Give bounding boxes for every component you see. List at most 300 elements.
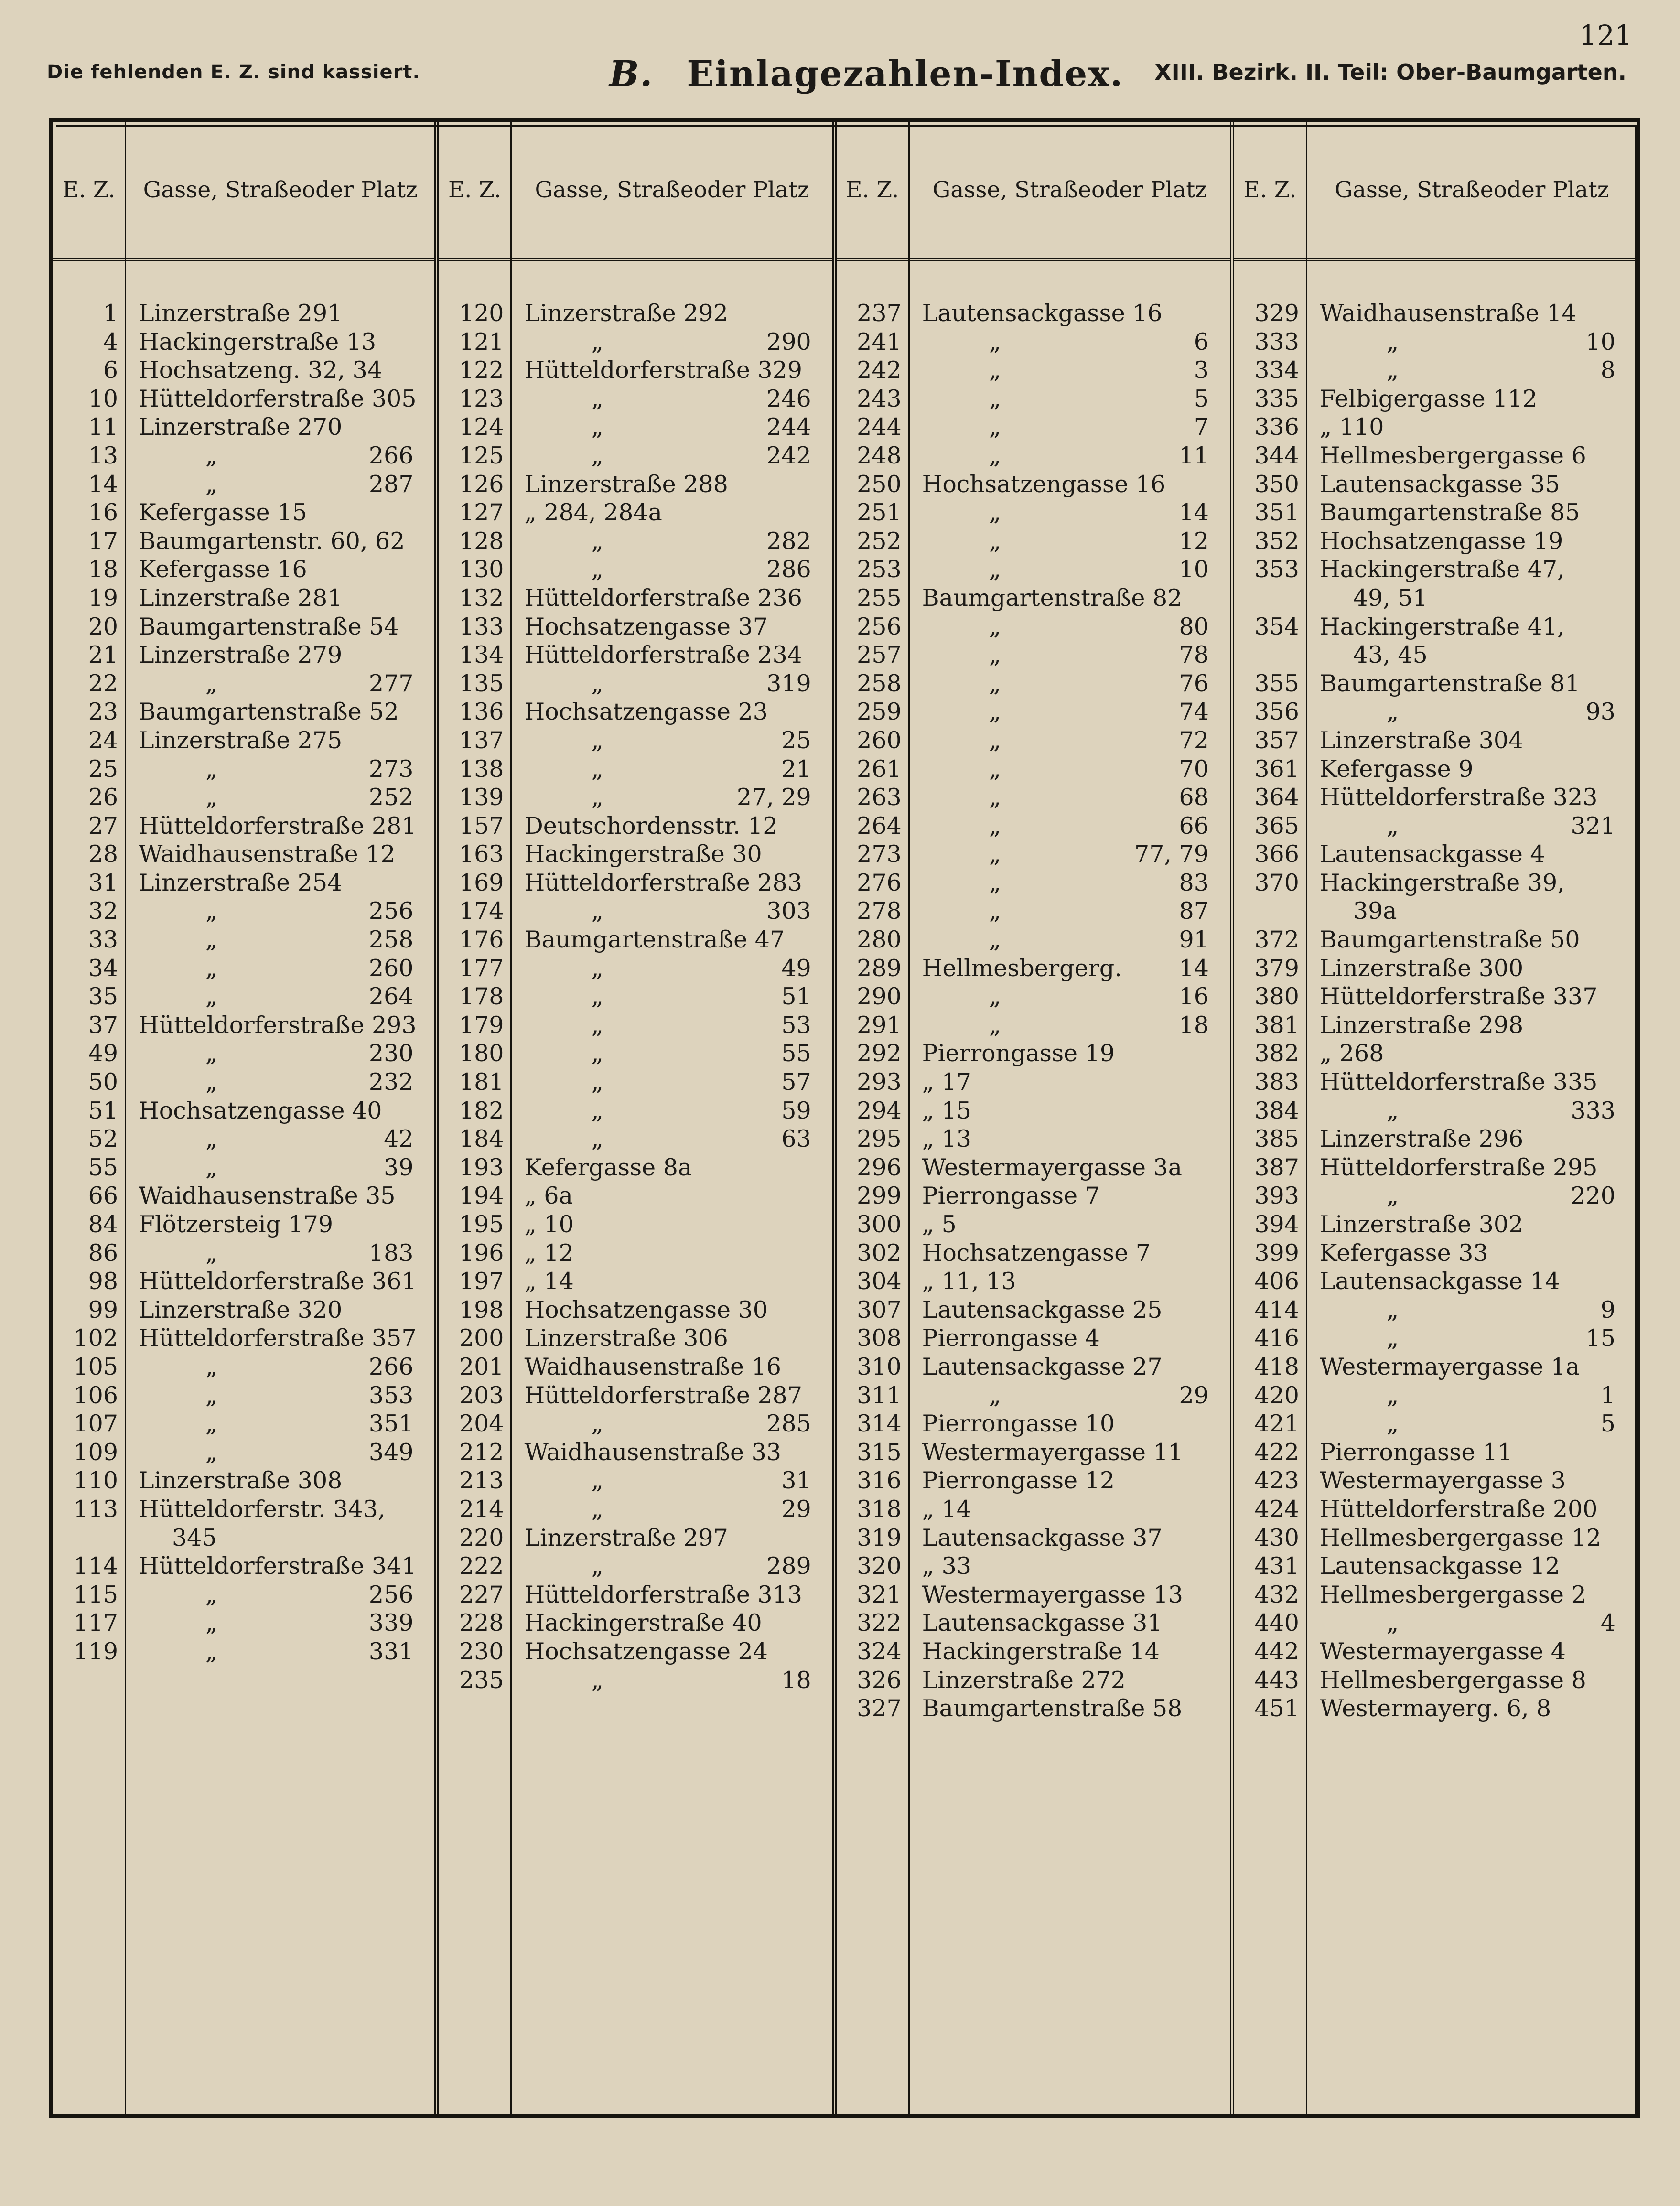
ez-number: 300: [857, 1211, 902, 1238]
street-entry: [512, 783, 832, 812]
street-name: Hütteldorferstraße 287: [524, 1381, 802, 1409]
street-name: Waidhausenstraße 12: [139, 840, 396, 868]
street-entry: [910, 385, 1230, 413]
street-entry: [512, 897, 832, 925]
street-header-line2: oder Platz: [1493, 177, 1609, 203]
house-number: 18: [781, 1666, 811, 1694]
ez-number: 66: [88, 1182, 118, 1210]
street-name: „: [989, 328, 1002, 355]
ez-number: 32: [88, 897, 118, 925]
ez-number: 55: [88, 1153, 118, 1181]
ez-number: 182: [459, 1097, 504, 1124]
street-name: Hochsatzengasse 19: [1319, 527, 1563, 555]
street-name: „: [205, 441, 218, 469]
house-number: 256: [368, 1581, 414, 1608]
ez-number: 136: [459, 698, 504, 726]
street-entry: [126, 1410, 434, 1438]
street-entry: [1307, 840, 1637, 869]
street-name: „: [205, 1239, 218, 1267]
street-name: „ 17: [922, 1068, 971, 1096]
ez-number: 442: [1254, 1637, 1299, 1665]
street-entry: [910, 1581, 1230, 1609]
street-entry: [910, 755, 1230, 784]
street-entry: [512, 1011, 832, 1040]
street-name: Baumgartenstraße 85: [1319, 499, 1580, 527]
street-name: „: [591, 1666, 603, 1694]
ez-number: 20: [88, 613, 118, 640]
street-name: „: [205, 1438, 218, 1466]
street-name: „: [591, 527, 603, 555]
street-entry: [910, 1666, 1230, 1695]
street-entry: [910, 840, 1230, 869]
district-header: XIII. Bezirk. II. Teil: Ober-Baumgarten.: [1154, 59, 1626, 85]
house-number: 232: [368, 1068, 414, 1096]
street-name: „: [989, 441, 1002, 469]
street-name: Hütteldorferstraße 329: [524, 356, 802, 384]
street-name: „: [989, 613, 1002, 640]
street-entry: [126, 755, 434, 784]
ez-number: 322: [857, 1609, 902, 1637]
street-entry: [910, 356, 1230, 385]
street-name: „: [1386, 1296, 1399, 1324]
street-entry: [512, 812, 832, 840]
street-entry: [512, 1039, 832, 1068]
house-number: 4: [1600, 1609, 1615, 1637]
ez-number: 259: [857, 698, 902, 726]
street-entry: [126, 641, 434, 669]
street-name: „: [989, 926, 1002, 954]
street-name: „: [591, 784, 603, 811]
street-entry: [512, 299, 832, 328]
street-entry: [126, 783, 434, 812]
ez-number: 258: [857, 669, 902, 697]
ez-number: 13: [88, 441, 118, 469]
street-entry: [512, 584, 832, 613]
street-entry: [910, 470, 1230, 499]
house-number: 14: [1179, 954, 1209, 982]
street-name: Westermayergasse 1a: [1319, 1353, 1580, 1380]
ez-column: [53, 122, 126, 2114]
street-name: Hochsatzengasse 40: [139, 1097, 382, 1124]
street-entry: [512, 1438, 832, 1467]
street-name: Waidhausenstraße 16: [524, 1353, 781, 1380]
street-entry: [1307, 613, 1637, 641]
ez-number: 237: [857, 300, 902, 327]
street-entry: [910, 299, 1230, 328]
street-entry: [512, 1239, 832, 1268]
ez-number: 6: [103, 356, 118, 384]
ez-header: E. Z.: [439, 122, 510, 261]
house-number: 49: [781, 954, 811, 982]
house-number: 57: [781, 1068, 811, 1096]
ez-number: 1: [103, 300, 118, 327]
street-name: Waidhausenstraße 14: [1319, 300, 1577, 327]
ez-column: [439, 122, 512, 2114]
street-entry: [512, 1466, 832, 1495]
street-entry: [126, 1552, 434, 1581]
house-number: 8: [1600, 356, 1615, 384]
street-entry: [1307, 441, 1637, 470]
street-entry: [1307, 1153, 1637, 1182]
house-number: 321: [1571, 812, 1615, 839]
street-entry: [1307, 1552, 1637, 1581]
ez-number: 307: [857, 1296, 902, 1324]
street-name: „: [591, 328, 603, 355]
street-name: „: [205, 1040, 218, 1067]
ez-number: 344: [1254, 441, 1299, 469]
street-name: Baumgartenstraße 58: [922, 1695, 1183, 1722]
ez-number: 130: [459, 556, 504, 583]
house-number: 66: [1179, 812, 1209, 839]
street-entry: [126, 726, 434, 755]
house-number: 6: [1194, 328, 1209, 355]
street-name: „ 11, 13: [922, 1268, 1016, 1295]
ez-number: 296: [857, 1153, 902, 1181]
street-entry: [126, 1039, 434, 1068]
street-name: Hackingerstraße 40: [524, 1609, 762, 1637]
ez-number: 291: [857, 1011, 902, 1039]
house-number: 339: [368, 1609, 414, 1637]
ez-number: 37: [88, 1011, 118, 1039]
ez-number: 308: [857, 1324, 902, 1352]
ez-number: 251: [857, 499, 902, 527]
street-entry: [512, 1153, 832, 1182]
ez-number: 243: [857, 385, 902, 412]
street-name: Pierrongasse 11: [1319, 1438, 1513, 1466]
street-entry: [910, 1609, 1230, 1637]
street-name: Baumgartenstraße 52: [139, 698, 399, 726]
street-entry: [512, 982, 832, 1011]
ez-number: 311: [857, 1381, 902, 1409]
house-number: 266: [368, 1353, 414, 1380]
street-entry: [126, 1182, 434, 1210]
street-entry: [126, 613, 434, 641]
ez-number: 126: [459, 470, 504, 498]
ez-number: 125: [459, 441, 504, 469]
ez-number: 114: [73, 1552, 118, 1580]
street-name: Hütteldorferstraße 295: [1319, 1153, 1598, 1181]
street-entry: [1307, 982, 1637, 1011]
street-name: „: [591, 556, 603, 583]
street-name: Westermayerg. 6, 8: [1319, 1695, 1551, 1722]
ez-header: E. Z.: [837, 122, 908, 261]
street-name: „: [591, 897, 603, 925]
street-name: „: [1386, 1324, 1399, 1352]
street-entry: [1307, 1182, 1637, 1210]
ez-number: 451: [1254, 1695, 1299, 1722]
ez-number: 241: [857, 328, 902, 355]
street-entry: [126, 555, 434, 584]
street-entry: [910, 441, 1230, 470]
street-name: „: [591, 755, 603, 783]
ez-number: 127: [459, 499, 504, 527]
ez-number: 106: [73, 1381, 118, 1409]
street-entry: [1307, 1296, 1637, 1324]
ez-number: 200: [459, 1324, 504, 1352]
ez-number: 139: [459, 784, 504, 811]
street-name: „: [591, 385, 603, 412]
street-entry: [910, 1410, 1230, 1438]
ez-number: 327: [857, 1695, 902, 1722]
ez-number: 213: [459, 1467, 504, 1495]
street-entry: [910, 613, 1230, 641]
street-entry: [126, 1125, 434, 1153]
street-entry: [126, 299, 434, 328]
street-name: Waidhausenstraße 33: [524, 1438, 781, 1466]
house-number: 353: [368, 1381, 414, 1409]
house-number: 244: [766, 413, 811, 441]
street-name: Kefergasse 15: [139, 499, 307, 527]
street-entry: [512, 555, 832, 584]
ez-number: 178: [459, 983, 504, 1011]
street-entry: [512, 1637, 832, 1666]
ez-number: [1234, 897, 1306, 925]
street-entry: [910, 641, 1230, 669]
street-name: Linzerstraße 296: [1319, 1125, 1524, 1153]
street-name: Hackingerstraße 39,: [1319, 869, 1565, 896]
street-entry: [512, 441, 832, 470]
house-number: 42: [384, 1125, 414, 1153]
ez-number: 102: [73, 1324, 118, 1352]
street-entry: [1307, 1609, 1637, 1637]
ez-number: 292: [857, 1040, 902, 1067]
street-entry: [512, 1381, 832, 1410]
street-entry: [910, 982, 1230, 1011]
street-entry: [910, 498, 1230, 527]
street-name: „ 110: [1319, 413, 1384, 441]
street-name: Hellmesbergergasse 12: [1319, 1524, 1601, 1551]
street-name: „: [205, 784, 218, 811]
street-entry: [910, 1296, 1230, 1324]
street-name: „: [989, 840, 1002, 868]
house-number: 10: [1585, 328, 1615, 355]
house-number: 285: [766, 1410, 811, 1438]
street-name: Westermayergasse 13: [922, 1581, 1183, 1608]
street-name: „ 284, 284a: [524, 499, 662, 527]
street-entry: [910, 1182, 1230, 1210]
street-name: Kefergasse 33: [1319, 1239, 1488, 1267]
house-number: 55: [781, 1040, 811, 1067]
house-number: 256: [368, 897, 414, 925]
street-entry: [126, 869, 434, 897]
street-entry: [910, 1125, 1230, 1153]
house-number: 273: [368, 755, 414, 783]
street-name: Hütteldorferstraße 313: [524, 1581, 802, 1608]
ez-number: 177: [459, 954, 504, 982]
street-name: Waidhausenstraße 35: [139, 1182, 396, 1210]
street-name: Hackingerstraße 13: [139, 328, 377, 355]
street-entry: [1307, 1097, 1637, 1125]
ez-number: 316: [857, 1467, 902, 1495]
ez-number: 399: [1254, 1239, 1299, 1267]
ez-number: 394: [1254, 1211, 1299, 1238]
street-entry: [1307, 584, 1637, 613]
street-name: Hochsatzengasse 23: [524, 698, 768, 726]
street-entry: [126, 584, 434, 613]
street-name: Hütteldorferstr. 343,: [139, 1495, 386, 1523]
street-entry: [1307, 1694, 1637, 1723]
ez-number: 23: [88, 698, 118, 726]
street-name: Linzerstraße 288: [524, 470, 728, 498]
street-name: „: [1386, 698, 1399, 726]
ez-number: 370: [1254, 869, 1299, 896]
ez-number: 193: [459, 1153, 504, 1181]
street-name: Hütteldorferstraße 281: [139, 812, 417, 839]
street-entry: [1307, 925, 1637, 954]
street-entry: [512, 1125, 832, 1153]
street-header-line1: Gasse, Straße: [535, 177, 694, 203]
ez-number: 334: [1254, 356, 1299, 384]
street-entry: [1307, 726, 1637, 755]
street-entry: [1307, 1495, 1637, 1524]
street-name: „: [205, 1381, 218, 1409]
street-name: Linzerstraße 272: [922, 1666, 1126, 1694]
house-number: 3: [1194, 356, 1209, 384]
ez-number: 244: [857, 413, 902, 441]
street-name: „ 13: [922, 1125, 971, 1153]
street-entry: [126, 1011, 434, 1040]
ez-number: 299: [857, 1182, 902, 1210]
ez-number: 157: [459, 812, 504, 839]
street-entry: [126, 669, 434, 698]
street-entry: [910, 1324, 1230, 1353]
ez-number: 107: [73, 1410, 118, 1438]
street-entry: [126, 356, 434, 385]
street-entry: [910, 413, 1230, 441]
street-name: Pierrongasse 7: [922, 1182, 1100, 1210]
ez-number: 321: [857, 1581, 902, 1608]
ez-number: 31: [88, 869, 118, 896]
street-entry: [512, 1296, 832, 1324]
ez-number: 320: [857, 1552, 902, 1580]
street-name: Pierrongasse 4: [922, 1324, 1100, 1352]
ez-number: 355: [1254, 669, 1299, 697]
house-number: 39: [384, 1153, 414, 1181]
street-name: „: [205, 1410, 218, 1438]
street-name: Hütteldorferstraße 236: [524, 584, 802, 612]
street-name: 39a: [1353, 897, 1397, 925]
street-name: Hellmesbergerg.: [922, 954, 1122, 982]
ez-header: E. Z.: [1234, 122, 1306, 261]
street-entry: [512, 726, 832, 755]
street-name: „: [205, 1581, 218, 1608]
house-number: 5: [1600, 1410, 1615, 1438]
street-name: Hütteldorferstraße 234: [524, 641, 802, 669]
street-name: „: [205, 983, 218, 1011]
ez-number: 364: [1254, 784, 1299, 811]
house-number: 1: [1600, 1381, 1615, 1409]
house-number: 252: [368, 784, 414, 811]
house-number: 16: [1179, 983, 1209, 1011]
house-number: 74: [1179, 698, 1209, 726]
street-name: „: [205, 926, 218, 954]
ez-number: 382: [1254, 1040, 1299, 1067]
street-entry: [910, 669, 1230, 698]
ez-number: [53, 1524, 125, 1552]
ez-number: 132: [459, 584, 504, 612]
ez-number: 179: [459, 1011, 504, 1039]
ez-number: 295: [857, 1125, 902, 1153]
index-table: [49, 118, 1640, 2118]
ez-column: [837, 122, 910, 2114]
street-name: Hochsatzengasse 37: [524, 613, 768, 640]
ez-number: 257: [857, 641, 902, 669]
street-name: 49, 51: [1353, 584, 1428, 612]
street-entry: [910, 726, 1230, 755]
ez-number: 197: [459, 1268, 504, 1295]
ez-number: 99: [88, 1296, 118, 1324]
street-name: „: [205, 1068, 218, 1096]
street-name: Linzerstraße 279: [139, 641, 343, 669]
ez-number: 422: [1254, 1438, 1299, 1466]
street-entry: [910, 1438, 1230, 1467]
ez-number: 24: [88, 726, 118, 754]
house-number: 68: [1179, 784, 1209, 811]
street-name: „: [989, 755, 1002, 783]
street-name: Lautensackgasse 12: [1319, 1552, 1560, 1580]
street-entry: [910, 1381, 1230, 1410]
street-name: Hütteldorferstraße 293: [139, 1011, 417, 1039]
ez-number: 117: [73, 1609, 118, 1637]
ez-number: 10: [88, 385, 118, 412]
street-entry: [512, 755, 832, 784]
street-entry: [126, 1581, 434, 1609]
street-name: „: [205, 1637, 218, 1665]
ez-number: 235: [459, 1666, 504, 1694]
street-name: Hütteldorferstraße 323: [1319, 784, 1598, 811]
ez-number: 336: [1254, 413, 1299, 441]
ez-number: 21: [88, 641, 118, 669]
ez-number: 19: [88, 584, 118, 612]
street-entry: [126, 1296, 434, 1324]
street-name: „: [1386, 1609, 1399, 1637]
street-name: Pierrongasse 19: [922, 1040, 1115, 1067]
street-entry: [512, 869, 832, 897]
ez-number: 260: [857, 726, 902, 754]
street-entry: [1307, 1381, 1637, 1410]
street-entry: [126, 498, 434, 527]
street-entry: [512, 385, 832, 413]
street-header: [512, 122, 832, 261]
ez-number: 350: [1254, 470, 1299, 498]
street-entry: [512, 1495, 832, 1524]
street-entry: [1307, 498, 1637, 527]
house-number: 77, 79: [1134, 840, 1209, 868]
ez-number: 276: [857, 869, 902, 896]
street-name: „: [591, 726, 603, 754]
street-name: „ 6a: [524, 1182, 573, 1210]
house-number: 289: [766, 1552, 811, 1580]
street-name: Hütteldorferstraße 335: [1319, 1068, 1598, 1096]
house-number: 277: [368, 669, 414, 697]
street-name: „ 33: [922, 1552, 971, 1580]
ez-number: 289: [857, 954, 902, 982]
ez-number: 351: [1254, 499, 1299, 527]
street-name: Westermayergasse 3: [1319, 1467, 1566, 1495]
house-number: 10: [1179, 556, 1209, 583]
house-number: 264: [368, 983, 414, 1011]
street-name: „: [989, 983, 1002, 1011]
ez-number: 263: [857, 784, 902, 811]
street-name: Hochsatzeng. 32, 34: [139, 356, 383, 384]
street-entry: [1307, 1581, 1637, 1609]
house-number: 290: [766, 328, 811, 355]
street-name: „ 15: [922, 1097, 971, 1124]
ez-number: [1234, 641, 1306, 669]
street-entry: [1307, 385, 1637, 413]
street-name: Hütteldorferstraße 200: [1319, 1495, 1598, 1523]
street-name: Lautensackgasse 25: [922, 1296, 1163, 1324]
